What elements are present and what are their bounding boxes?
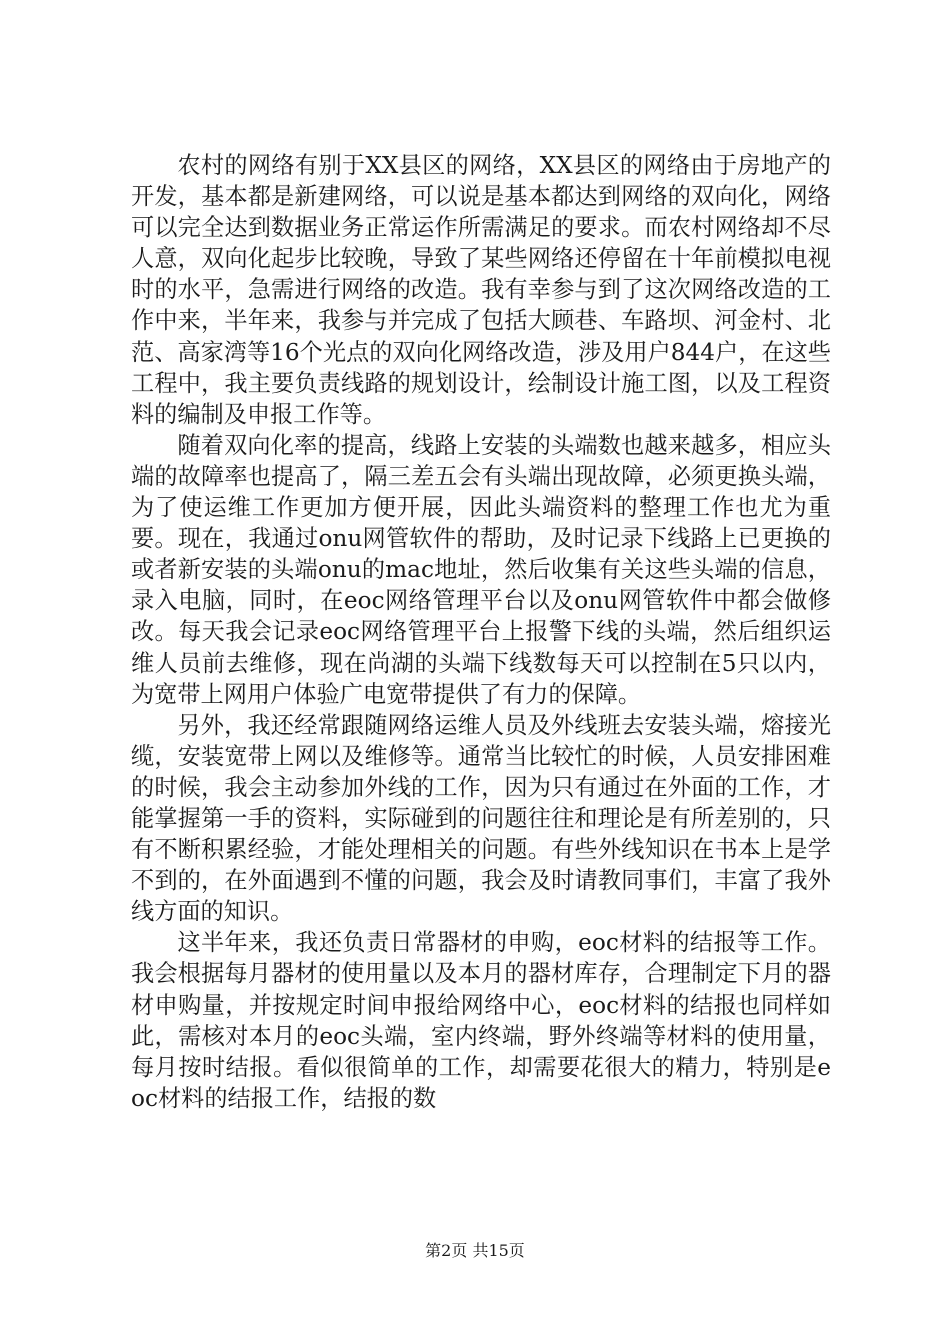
page-number-footer: 第2页 共15页 [425, 1241, 525, 1260]
paragraph-3: 另外，我还经常跟随网络运维人员及外线班去安装头端，熔接光缆，安装宽带上网以及维修等。通常当比较忙的时候，人员安排困难的时候，我会主动参加外线的工作，因为只有通过在外面的工作，才能掌握第一手的资料，实际碰到的问题往往和理论是有所差别的，只有不断积累经验，才能处理相关的问题。有些外线知识在书本上是学不到的，在外面遇到不懂的问题，我会及时请教同事们，丰富了我外线方面的知识。 [131, 711, 831, 926]
paragraph-1: 农村的网络有别于XX县区的网络，XX县区的网络由于房地产的开发，基本都是新建网络，可以说是基本都达到网络的双向化，网络可以完全达到数据业务正常运作所需满足的要求。而农村网络却不尽人意，双向化起步比较晚，导致了某些网络还停留在十年前模拟电视时的水平，急需进行网络的改造。我有幸参与到了这次网络改造的工作中来，半年来，我参与并完成了包括大顾巷、车路坝、河金村、北范、高家湾等16个光点的双向化网络改造，涉及用户844户，在这些工程中，我主要负责线路的规划设计，绘制设计施工图，以及工程资料的编制及申报工作等。 [131, 152, 831, 428]
paragraph-2: 随着双向化率的提高，线路上安装的头端数也越来越多，相应头端的故障率也提高了，隔三差五会有头端出现故障，必须更换头端，为了使运维工作更加方便开展，因此头端资料的整理工作也尤为重要。现在，我通过onu网管软件的帮助，及时记录下线路上已更换的或者新安装的头端onu的mac地址，然后收集有关这些头端的信息，录入电脑，同时，在eoc网络管理平台以及onu网管软件中都会做修改。每天我会记录eoc网络管理平台上报警下线的头端，然后组织运维人员前去维修，现在尚湖的头端下线数每天可以控制在5只以内，为宽带上网用户体验广电宽带提供了有力的保障。 [131, 431, 831, 708]
paragraph-4: 这半年来，我还负责日常器材的申购，eoc材料的结报等工作。我会根据每月器材的使用量以及本月的器材库存，合理制定下月的器材申购量，并按规定时间申报给网络中心，eoc材料的结报也同样如此，需核对本月的eoc头端，室内终端，野外终端等材料的使用量，每月按时结报。看似很简单的工作，却需要花很大的精力，特别是eoc材料的结报工作，结报的数 [131, 929, 831, 1112]
document-body [131, 150, 831, 1114]
